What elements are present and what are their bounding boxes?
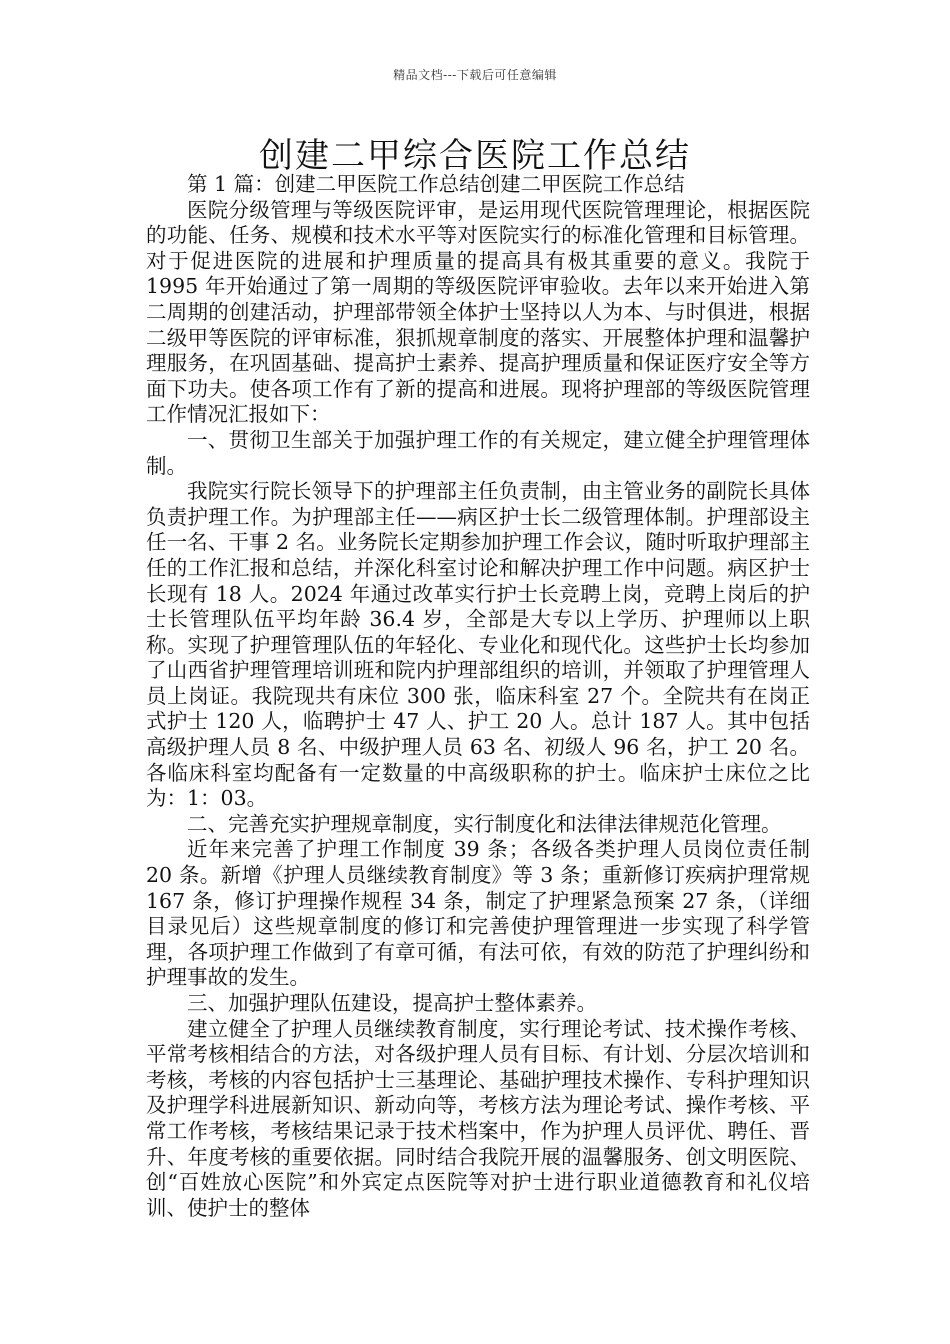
section-heading-2: 二、完善充实护理规章制度，实行制度化和法律法律规范化管理。 <box>187 811 782 836</box>
document-subtitle: 第 1 篇：创建二甲医院工作总结创建二甲医院工作总结 <box>187 172 685 196</box>
paragraph-team-building: 建立健全了护理人员继续教育制度，实行理论考试、技术操作考核、平常考核相结合的方法，对各级护理人员有目标、有计划、分层次培训和考核，考核的内容包括护士三基理论、基础护理技术操作、专科护理知识及护理学科进展新知识、新动向等，考核方法为理论考试、操作考核、平常工作考核，考核结果记录于技术档案中，作为护理人员评优、聘任、晋升、年度考核的重要依据。同时结合我院开展的温馨服务、创文明医院、创“百姓放心医院”和外宾定点医院等对护士进行职业道德教育和礼仪培训、使护士的整体 <box>146 1016 810 1220</box>
paragraph-intro: 医院分级管理与等级医院评审，是运用现代医院管理理论，根据医院的功能、任务、规模和技术水平等对医院实行的标准化管理和目标管理。对于促进医院的进展和护理质量的提高具有极其重要的意义。我院于 1995 年开始通过了第一周期的等级医院评审验收。去年以来开始进入第二周期的创建活动，护理部带领全体护士坚持以人为本、与时俱进，根据二级甲等医院的评审标准，狠抓规章制度的落实、开展整体护理和温馨护理服务，在巩固基础、提高护士素养、提高护理质量和保证医疗安全等方面下功夫。使各项工作有了新的提高和进展。现将护理部的等级医院管理工作情况汇报如下： <box>146 197 810 427</box>
paragraph-management-system: 我院实行院长领导下的护理部主任负责制，由主管业务的副院长具体负责护理工作。为护理部主任——病区护士长二级管理体制。护理部设主任一名、干事 2 名。业务院长定期参加护理工作会议，随时听取护理部主任的工作汇报和总结，并深化科室讨论和解决护理工作中问题。病区护士长现有 18 人。2024 年通过改革实行护士长竞聘上岗，竞聘上岗后的护士长管理队伍平均年龄 36.4 岁，全部是大专以上学历、护理师以上职称。实现了护理管理队伍的年轻化、专业化和现代化。这些护士长均参加了山西省护理管理培训班和院内护理部组织的培训，并领取了护理管理人员上岗证。我院现共有床位 300 张，临床科室 27 个。全院共有在岗正式护士 120 人，临聘护士 47 人、护工 20 人。总计 187 人。其中包括高级护理人员 8 名、中级护理人员 63 名、初级人 96 名，护工 20 名。各临床科室均配备有一定数量的中高级职称的护士。临床护士床位之比为：1：03。 <box>146 479 810 811</box>
section-heading-3: 三、加强护理队伍建设，提高护士整体素养。 <box>187 991 597 1015</box>
page-header-note: 精品文档---下载后可任意编辑 <box>393 68 557 82</box>
section-heading-1: 一、贯彻卫生部关于加强护理工作的有关规定，建立健全护理管理体制。 <box>146 427 810 478</box>
document-body <box>146 172 810 1221</box>
paragraph-regulations: 近年来完善了护理工作制度 39 条；各级各类护理人员岗位责任制 20 条。新增《护理人员继续教育制度》等 3 条；重新修订疾病护理常规 167 条，修订护理操作规程 34 条，制定了护理紧急预案 27 条，（详细目录见后）这些规章制度的修订和完善使护理管理进一步实现了科学管理，各项护理工作做到了有章可循，有法可依，有效的防范了护理纠纷和护理事故的发生。 <box>146 837 810 990</box>
document-title: 创建二甲综合医院工作总结 <box>259 136 691 176</box>
